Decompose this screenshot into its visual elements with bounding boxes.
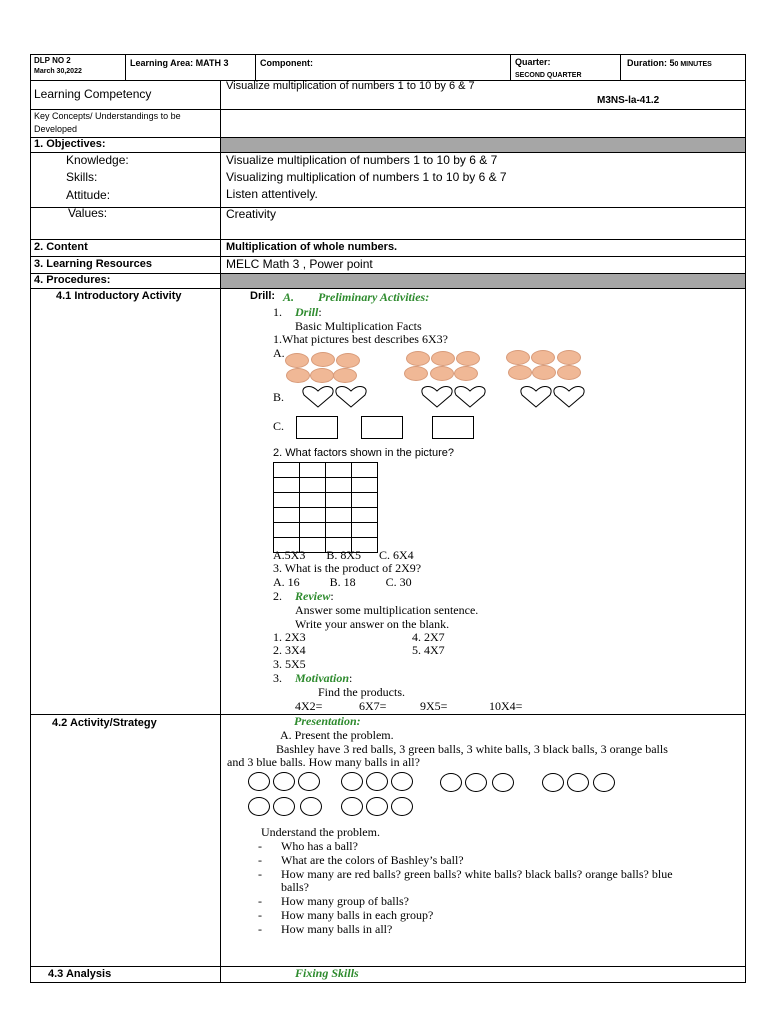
content-label: 2. Content bbox=[34, 241, 88, 253]
factor-grid bbox=[273, 462, 378, 553]
question-2: 2. What factors shown in the picture? bbox=[273, 447, 454, 459]
lesson-date: March 30,2022 bbox=[34, 68, 82, 75]
attitude-value: Listen attentively. bbox=[226, 187, 318, 201]
option-a-label: A. bbox=[273, 346, 285, 360]
objectives-label: 1. Objectives: bbox=[34, 138, 106, 150]
competency-value: Visualize multiplication of numbers 1 to 10 by 6 & 7 bbox=[226, 80, 475, 92]
basic-facts-label: Basic Multiplication Facts bbox=[295, 319, 422, 333]
product-item: 10X4= bbox=[489, 699, 523, 713]
intro-activity-label: 4.1 Introductory Activity bbox=[56, 290, 182, 302]
question-item: How many balls in all? bbox=[281, 922, 393, 936]
question-item: How many are red balls? green balls? white balls? black balls? orange balls? blue bbox=[281, 867, 673, 881]
question-3: 3. What is the product of 2X9? bbox=[273, 561, 422, 575]
component-label: Component: bbox=[260, 58, 313, 68]
quarter-label: Quarter: bbox=[515, 57, 551, 67]
option-c-label: C. bbox=[273, 419, 285, 433]
option-b-hearts-1 bbox=[301, 384, 371, 410]
values-value: Creativity bbox=[226, 207, 277, 221]
fixing-skills-title: Fixing Skills bbox=[295, 966, 359, 980]
review-item: 5. 4X7 bbox=[412, 643, 445, 657]
review-item: 1. 2X3 bbox=[273, 630, 306, 644]
drill-label: Drill: bbox=[250, 290, 276, 302]
item-number-2: 2. bbox=[273, 589, 282, 603]
item-number-3: 3. bbox=[273, 671, 282, 685]
analysis-label: 4.3 Analysis bbox=[48, 968, 112, 980]
option-c-box-2 bbox=[361, 416, 403, 439]
skills-label: Skills: bbox=[66, 170, 98, 184]
option-b-hearts-2 bbox=[420, 384, 490, 410]
problem-text-line-2: and 3 blue balls. How many balls in all? bbox=[227, 755, 420, 769]
attitude-label: Attitude: bbox=[66, 188, 111, 202]
review-item: 2. 3X4 bbox=[273, 643, 306, 657]
section-a-label: A. bbox=[283, 290, 295, 304]
understand-problem-label: Understand the problem. bbox=[261, 825, 380, 839]
problem-text-line-1: Bashley have 3 red balls, 3 green balls, 3 white balls, 3 black balls, 3 orange balls bbox=[276, 742, 668, 756]
find-products-label: Find the products. bbox=[318, 685, 405, 699]
review-instruction-2: Write your answer on the blank. bbox=[295, 617, 450, 631]
question-item: Who has a ball? bbox=[281, 839, 358, 853]
procedures-shade bbox=[220, 273, 746, 288]
question-item: balls? bbox=[281, 880, 309, 894]
product-item: 6X7= bbox=[359, 699, 387, 713]
question-1: 1.What pictures best describes 6X3? bbox=[273, 332, 448, 346]
present-problem-label: A. Present the problem. bbox=[280, 728, 394, 742]
skills-value: Visualizing multiplication of numbers 1 to 10 by 6 & 7 bbox=[226, 170, 507, 184]
product-item: 9X5= bbox=[420, 699, 448, 713]
key-concepts-label: Key Concepts/ Understandings to be Developed bbox=[34, 111, 181, 134]
question-item: What are the colors of Bashley’s ball? bbox=[281, 853, 464, 867]
review-instruction-1: Answer some multiplication sentence. bbox=[295, 603, 479, 617]
resources-label: 3. Learning Resources bbox=[34, 258, 152, 270]
review-item: 4. 2X7 bbox=[412, 630, 445, 644]
competency-code: M3NS-la-41.2 bbox=[597, 95, 660, 106]
review-subtitle: Review: bbox=[295, 589, 334, 603]
dlp-number: DLP NO 2 bbox=[34, 56, 71, 65]
values-label: Values: bbox=[68, 206, 108, 220]
presentation-title: Presentation: bbox=[294, 714, 361, 728]
option-c-box-3 bbox=[432, 416, 474, 439]
content-value: Multiplication of whole numbers. bbox=[226, 241, 398, 253]
preliminary-activities-title: Preliminary Activities: bbox=[318, 290, 430, 304]
question-2-options: A.5X3 B. 8X5 C. 6X4 bbox=[273, 548, 414, 562]
knowledge-label: Knowledge: bbox=[66, 153, 129, 167]
item-number-1: 1. bbox=[273, 305, 282, 319]
quarter-value: SECOND QUARTER bbox=[515, 72, 582, 79]
question-item: How many group of balls? bbox=[281, 894, 409, 908]
motivation-subtitle: Motivation: bbox=[295, 671, 353, 685]
option-b-label: B. bbox=[273, 390, 285, 404]
objectives-shade bbox=[220, 137, 746, 152]
product-item: 4X2= bbox=[295, 699, 323, 713]
knowledge-value: Visualize multiplication of numbers 1 to 10 by 6 & 7 bbox=[226, 153, 498, 167]
procedures-label: 4. Procedures: bbox=[34, 274, 111, 286]
lesson-plan-document: DLP NO 2 March 30,2022 Learning Area: MATH 3 Component: Quarter: SECOND QUARTER Duration: 50 MINUTES Learning Competency Visualize multiplication of numbers 1 to 10 by 6 & 7 M3NS-la-41.2 Key Concepts/ Understandings to be Developed 1. Objectives: Knowledge: Visualize multiplication of numbers 1 to 10 by 6 & 7 Skills: Visualizing multiplication of numbers 1 to 10 by 6 & 7 Attitude: Listen attentively. Values: Creativity 2. Content Multiplication of whole numbers. 3. Learning Resources MELC Math 3 , Power point 4. Procedures: 4.1 Introductory Activity Drill: A. Preliminary Activities: 1. Drill: Basic Multiplication Facts 1.What pictures best describes 6X3? A. B. C. 2. What factors shown in the picture? A.5X3 B. 8X5 C. 6X4 3. What is the product of 2X9? A. 16 B. 18 C. 30 2. Review: Answer some multiplication sentence. Write your answer on the blank. 1. 2X3 2. 3X4 3. 5X5 4. 2X7 5. 4X7 3. Motivation: Find the products. 4X2= 6X7= 9X5= 10X4= 4.2 Activity/Strategy Presentation: A. Present the problem. Bashley have 3 red balls, 3 green balls, 3 white balls, 3 black balls, 3 orange balls and 3 blue balls. How many balls in all? Understand the problem. - Who has a ball? - What are the colors of Bashley’s ball? - How many are red balls? green balls? white balls? black balls? orange balls? blue balls? - How many group of balls? - How many balls in each group? - How many balls in all? 4.3 Analysis Fixing Skills bbox=[30, 54, 746, 983]
review-item: 3. 5X5 bbox=[273, 657, 306, 671]
question-3-options: A. 16 B. 18 C. 30 bbox=[273, 575, 412, 589]
resources-value: MELC Math 3 , Power point bbox=[226, 257, 373, 271]
competency-label: Learning Competency bbox=[34, 87, 152, 101]
option-c-box-1 bbox=[296, 416, 338, 439]
question-item: How many balls in each group? bbox=[281, 908, 434, 922]
learning-area: Learning Area: MATH 3 bbox=[130, 58, 229, 68]
drill-subtitle: Drill: bbox=[295, 305, 322, 319]
activity-strategy-label: 4.2 Activity/Strategy bbox=[52, 717, 157, 729]
option-b-hearts-3 bbox=[519, 384, 589, 410]
duration-label: Duration: 50 MINUTES bbox=[627, 58, 712, 68]
